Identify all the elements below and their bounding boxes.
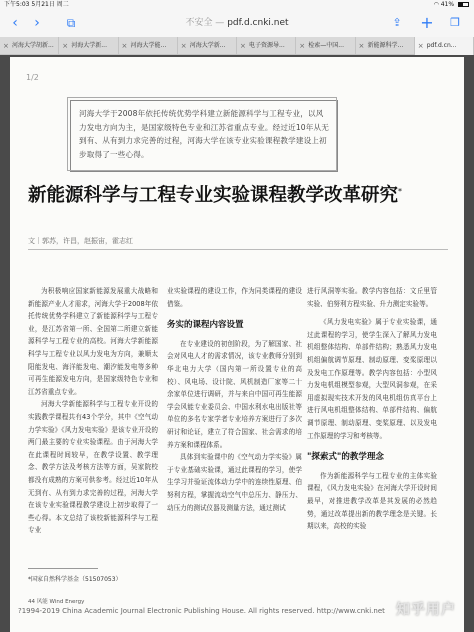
tab-2[interactable]: × 河海大学新... — [59, 37, 118, 55]
section-heading: 务实的课程内容设置 — [167, 320, 244, 331]
pdf-page[interactable] — [10, 57, 464, 632]
paragraph: 业实验课程的建设工作，作为同类课程的建设借鉴。 — [167, 287, 302, 308]
status-bar — [0, 0, 474, 9]
chevron-left-icon: ‹ — [12, 15, 18, 31]
close-icon[interactable]: × — [121, 42, 128, 50]
address-bar[interactable] — [128, 13, 346, 33]
tab-7[interactable]: × 新能源科学... — [356, 37, 415, 55]
funding-footnote: *国家自然科学基金（51507053） — [28, 576, 122, 583]
footnote-divider — [28, 568, 98, 569]
close-icon[interactable]: × — [299, 42, 306, 50]
tabs-overview-button[interactable] — [446, 14, 464, 32]
article-title: 新能源科学与工程专业实验课程教学改革研究* — [28, 185, 403, 207]
wifi-icon: ◠ — [433, 1, 439, 8]
title-footnote-mark: * — [398, 187, 403, 196]
paragraph: 在专业建设的初创阶段，为了解国家、社会对风电人才的需求情况，该专业教师分别到华北电力大学（国内第一所设置专业的高校）、风电场、设计院、风机制造厂家等二十余家单位进行调研，并与来自中国可再生能源学会风能专业委员会、中国水利水电出版社等单位的多名专家学者专业培养方案进行了多次研讨和论证，建立了符合国家、社会需求的培养方案和课程体系。 — [167, 339, 302, 449]
tab-8-active[interactable]: × pdf.d.cn... — [415, 37, 474, 55]
tab-1[interactable]: × 河海大学胡新... — [0, 37, 59, 55]
tab-6[interactable]: × 检索—中国... — [296, 37, 355, 55]
security-warning: 不安全 — — [185, 18, 225, 28]
paragraph: 进行风洞等实验。教学内容包括：文丘里管实验、伯努利方程实验、升力测定实验等。 — [307, 287, 437, 308]
tab-4[interactable]: × 河海大学新... — [178, 37, 237, 55]
tab-3[interactable]: × 河海大学能... — [119, 37, 178, 55]
share-icon: ⇪ — [392, 16, 402, 29]
section-heading: "探索式"的教学理念 — [307, 452, 384, 463]
column-2 — [167, 285, 302, 514]
plus-icon: + — [420, 13, 434, 32]
status-time: 下午5:03 — [4, 1, 30, 8]
tab-5[interactable]: × 电子资源导... — [237, 37, 296, 55]
book-icon: ⧉ — [66, 16, 76, 30]
close-icon[interactable]: × — [240, 42, 246, 50]
forward-button[interactable] — [28, 14, 46, 32]
share-button[interactable] — [388, 14, 406, 32]
url-text: pdf.d.cnki.net — [227, 18, 289, 28]
authors: 文｜郭苏，许昌，赵振宙，霍志红 — [28, 237, 133, 245]
paragraph: 具体到实验课中的《空气动力学实验》属于专业基础实验课，通过此课程的学习，使学生学习并验证流体动力学中的连续性原理、伯努利方程，掌握流动空气中总压力、静压力、动压力的测试仪器及测量方法，通过测试 — [167, 453, 302, 512]
paragraph: 《风力发电实验》属于专业实验课，通过此课程的学习，使学生深入了解风力发电机组整体结构、单部件结构；熟悉风力发电机组偏航调节原理、制动原理、变桨原理以及发电工作原理等。教学内容包括：小型风力发电机组模型参观，大型风洞参观，在采用虚拟现实技术开发的风电机组仿真平台上进行风电机组整体结构、单部件结构、偏航调节原理、制动原理、变桨原理、以及发电工作原理的学习和考核等。 — [307, 318, 437, 440]
zhihu-watermark: 知乎用户 — [396, 602, 456, 618]
new-tab-button[interactable] — [418, 14, 436, 32]
bookmarks-button[interactable] — [62, 14, 80, 32]
tabs-icon: ❐ — [450, 16, 460, 29]
column-1 — [28, 285, 158, 537]
divider — [28, 249, 448, 250]
battery-icon — [458, 2, 469, 7]
page-number: 1/2 — [26, 73, 39, 82]
chevron-right-icon: › — [34, 15, 40, 31]
battery-percent: 41% — [440, 1, 455, 8]
copyright-line: ?1994-2019 China Academic Journal Electronic Publishing House. All rights reserved. http://www.cnki.net — [18, 607, 385, 615]
journal-footer: 44 风能 Wind Energy — [28, 599, 85, 605]
paragraph: 作为新能源科学与工程专业的主体实验课程，《风力发电实验》在河海大学开设时间最早，对推进教学改革是其发展的必然趋势，通过改革提出新的教学理念是关键。长期以来，高校的实验 — [307, 471, 437, 531]
tab-bar — [0, 37, 474, 55]
status-date: 5月21日 周二 — [31, 1, 69, 8]
back-button[interactable] — [6, 14, 24, 32]
close-icon[interactable]: × — [62, 42, 69, 50]
abstract-text: 河海大学于2008年依托传统优势学科建立新能源科学与工程专业，以风力发电方向为主，是国家级特色专业和江苏省重点专业。经过近10年从无到有、从有到力求完善的过程，河海大学在该专业实验课程教学建设上初步取得了一些心得。 — [79, 109, 330, 159]
close-icon[interactable]: × — [417, 42, 424, 50]
column-3 — [307, 285, 437, 533]
paragraph: 为积极响应国家新能源发展重大战略和新能源产业人才需求，河海大学于2008年依托传统优势学科建立了新能源科学与工程专业，是江苏省第一所、全国第二所建立新能源科学与工程专业的高校。河海大学新能源科学与工程专业以风力发电为方向，兼顺太阳能发电、海洋能发电、潮汐能发电等多种可再生能源发电方向，是国家级特色专业和江苏省重点专业。 — [28, 287, 158, 396]
close-icon[interactable]: × — [3, 42, 9, 50]
close-icon[interactable]: × — [358, 42, 365, 50]
abstract-box — [70, 100, 338, 172]
browser-toolbar — [0, 9, 474, 37]
paragraph: 河海大学新能源科学与工程专业开设的实践教学课程共有43个学分，其中《空气动力学实验》《风力发电实验》是该专业开设的两门最主要的专业实验课程。由于河海大学在此课程时间较早，在教学设置、教学理念、教学方法及考核方法等方面，吴家院校都没有成熟的方案可供参考。经过近10年从无到有、从有到力求完善的过程，河海大学在该专业实验课程教学建设上初步取得了一些心得。本文总结了该校新能源科学与工程专业 — [28, 400, 158, 535]
close-icon[interactable]: × — [180, 42, 187, 50]
